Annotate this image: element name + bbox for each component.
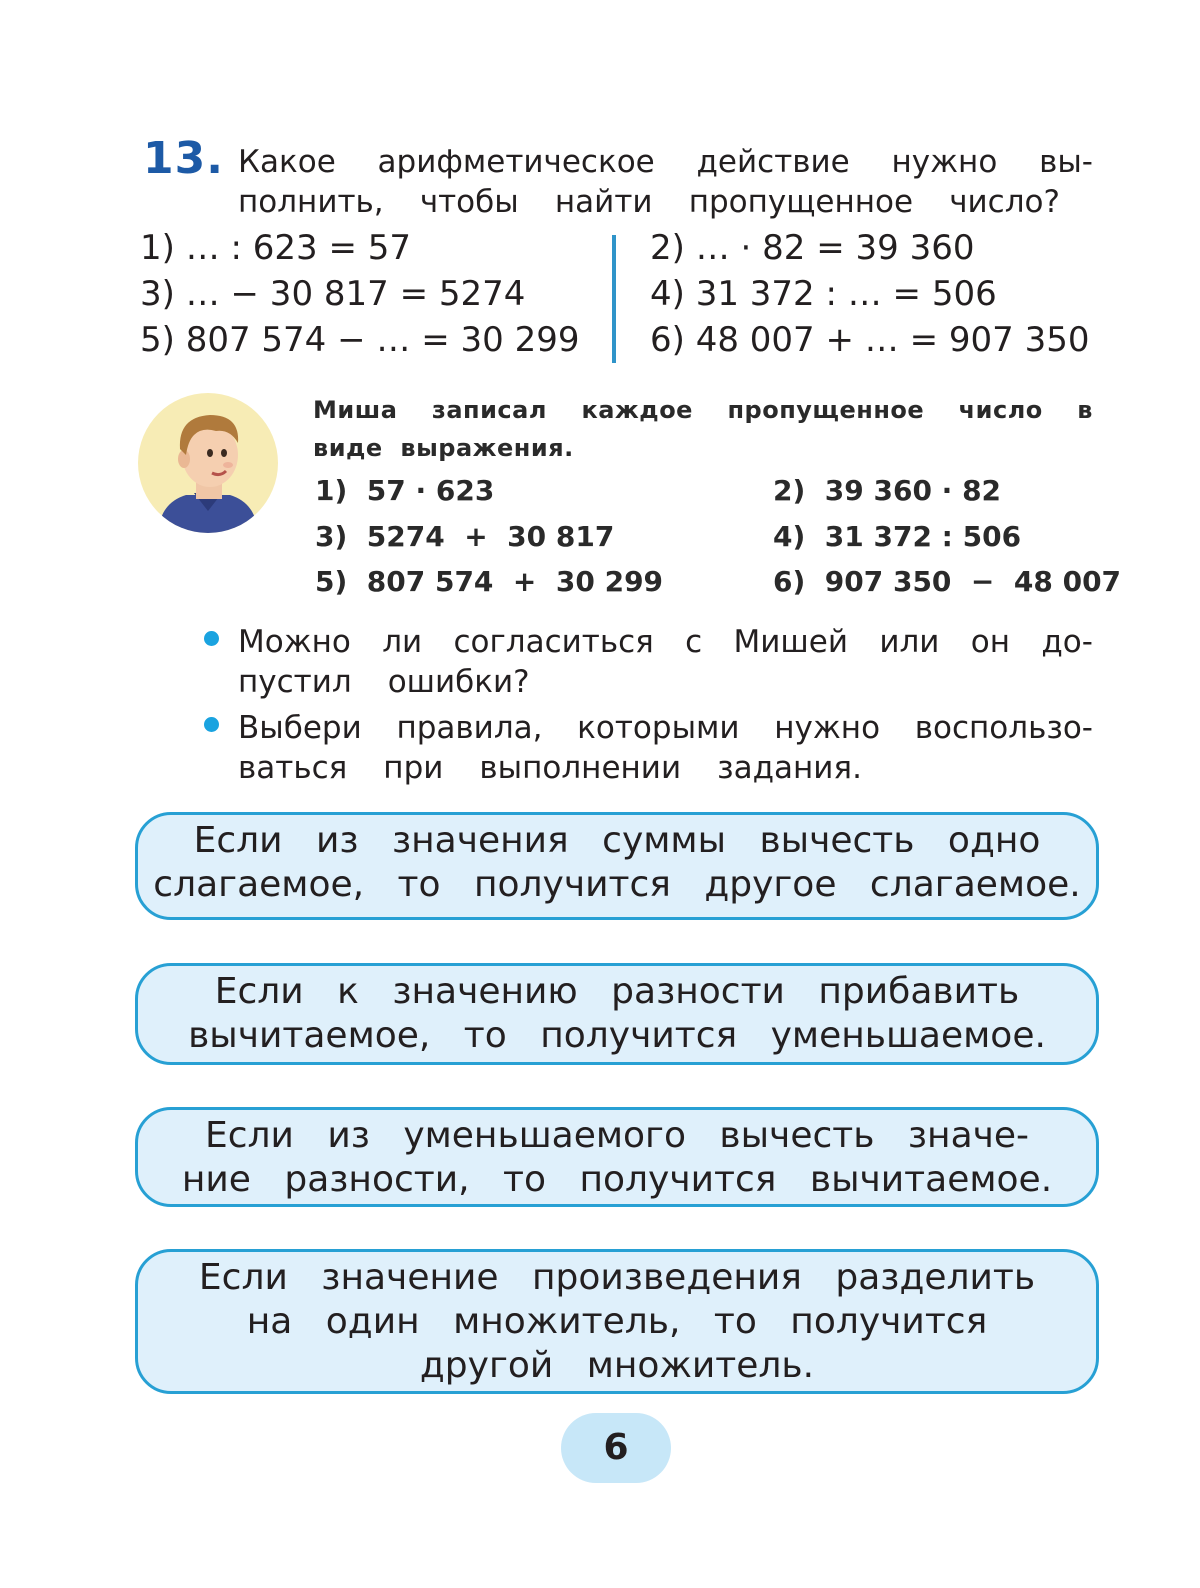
question-1-line-2: пустил ошибки? [238, 664, 530, 700]
question-2-line-1: Выбери правила, которыми нужно воспользо- [238, 710, 1093, 746]
rule-box-product[interactable]: Если значение произведения разделить на один множитель, то получится другой множитель. [135, 1249, 1099, 1394]
misha-expression-2: 2) 39 360 · 82 [773, 474, 1002, 507]
misha-expression-1: 1) 57 · 623 [315, 474, 495, 507]
equation-6: 6) 48 007 + … = 907 350 [650, 320, 1090, 360]
equation-3: 3) … − 30 817 = 5274 [140, 274, 526, 314]
misha-expression-3: 3) 5274 + 30 817 [315, 520, 615, 553]
rule-box-minuend[interactable]: Если из уменьшаемого вычесть значе- ние разности, то получится вычитаемое. [135, 1107, 1099, 1207]
bullet-dot-icon [204, 631, 219, 646]
misha-expression-6: 6) 907 350 − 48 007 [773, 565, 1122, 598]
boy-illustration-icon [138, 393, 278, 533]
equation-1: 1) … : 623 = 57 [140, 228, 412, 268]
equation-4: 4) 31 372 : … = 506 [650, 274, 997, 314]
task-number: 13. [143, 133, 224, 184]
misha-text-line-2: виде выражения. [313, 434, 574, 462]
rule-box-sum[interactable]: Если из значения суммы вычесть одно слагаемое, то получится другое слагаемое. [135, 812, 1099, 920]
boy-avatar [138, 393, 278, 533]
task-text-line-2: полнить, чтобы найти пропущенное число? [238, 184, 1060, 220]
equation-2: 2) … · 82 = 39 360 [650, 228, 975, 268]
column-divider [612, 235, 616, 363]
misha-expression-4: 4) 31 372 : 506 [773, 520, 1022, 553]
question-1-line-1: Можно ли согласиться с Мишей или он до- [238, 624, 1093, 660]
misha-text-line-1: Миша записал каждое пропущенное число в [313, 396, 1093, 424]
misha-expression-5: 5) 807 574 + 30 299 [315, 565, 664, 598]
bullet-dot-icon [204, 717, 219, 732]
question-2-line-2: ваться при выполнении задания. [238, 750, 862, 786]
task-text-line-1: Какое арифметическое действие нужно вы- [238, 144, 1093, 180]
page-number: 6 [561, 1413, 671, 1483]
equation-5: 5) 807 574 − … = 30 299 [140, 320, 580, 360]
rule-box-difference[interactable]: Если к значению разности прибавить вычитаемое, то получится уменьшаемое. [135, 963, 1099, 1065]
